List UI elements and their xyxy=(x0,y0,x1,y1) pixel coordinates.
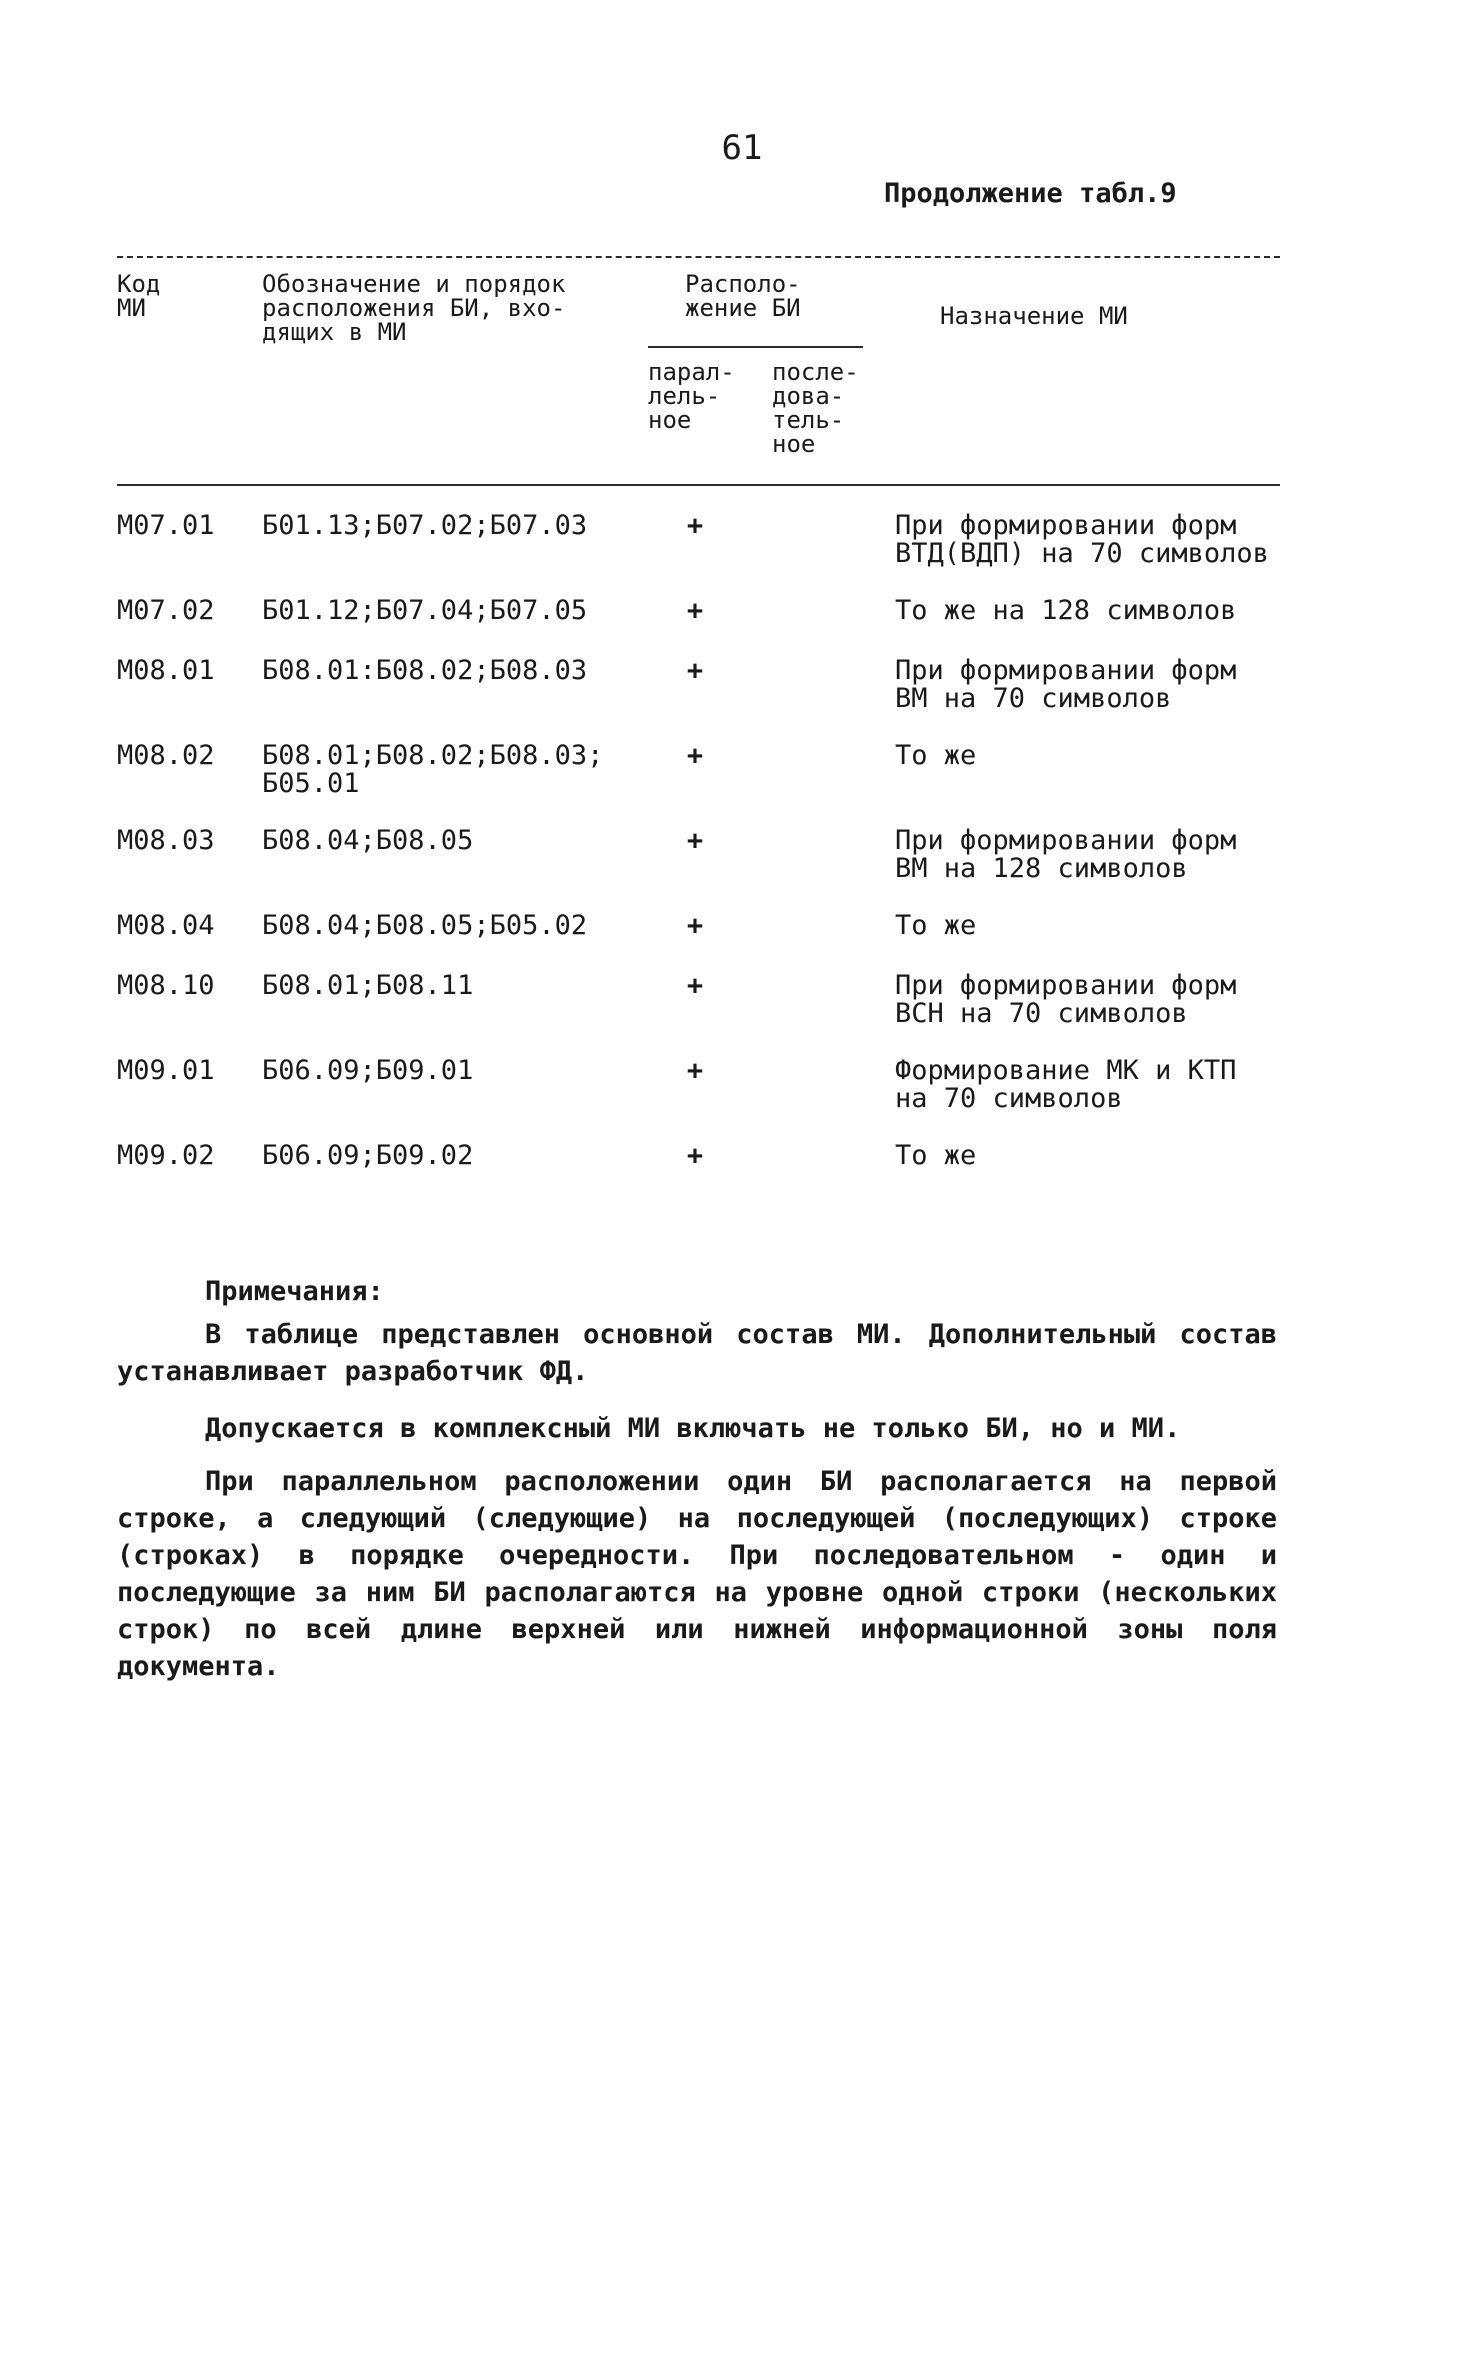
table-header-rule xyxy=(117,484,1280,486)
cell-parallel-mark: + xyxy=(686,510,704,541)
cell-purpose: При формировании форм ВМ на 128 символов xyxy=(895,825,1237,884)
cell-parallel-mark: + xyxy=(686,740,704,771)
cell-code: М09.01 xyxy=(117,1055,215,1086)
cell-code: М08.04 xyxy=(117,910,215,941)
cell-blocks: Б08.01;Б08.11 xyxy=(262,970,474,1001)
header-blocks: Обозначение и порядок расположения БИ, вхо- дящих в МИ xyxy=(262,270,566,346)
page-number: 61 xyxy=(721,128,763,168)
cell-blocks: Б08.01;Б08.02;Б08.03; Б05.01 xyxy=(262,740,604,799)
cell-blocks: Б01.13;Б07.02;Б07.03 xyxy=(262,510,588,541)
cell-purpose: Формирование МК и КТП на 70 символов xyxy=(895,1055,1237,1114)
cell-code: М08.03 xyxy=(117,825,215,856)
cell-parallel-mark: + xyxy=(686,655,704,686)
cell-parallel-mark: + xyxy=(686,825,704,856)
header-subrule xyxy=(648,346,863,348)
cell-blocks: Б01.12;Б07.04;Б07.05 xyxy=(262,595,588,626)
cell-blocks: Б06.09;Б09.02 xyxy=(262,1140,474,1171)
cell-blocks: Б08.04;Б08.05;Б05.02 xyxy=(262,910,588,941)
cell-code: М07.01 xyxy=(117,510,215,541)
cell-parallel-mark: + xyxy=(686,1140,704,1171)
header-parallel: парал- лель- ное xyxy=(648,358,735,434)
cell-code: М08.02 xyxy=(117,740,215,771)
cell-parallel-mark: + xyxy=(686,1055,704,1086)
cell-purpose: То же xyxy=(895,910,977,941)
cell-purpose: При формировании форм ВСН на 70 символов xyxy=(895,970,1237,1029)
cell-code: М08.01 xyxy=(117,655,215,686)
note-paragraph: При параллельном расположении один БИ располагается на первой строке, а следующий (следующие) на последующей (последующих) строке (строках) в порядке очередности. При последовательном - один и последующие за ним БИ располагаются на уровне одной строки (нескольких строк) по всей длине верхней или нижней информационной зоны поля документа. xyxy=(117,1466,1277,1682)
cell-purpose: При формировании форм ВТД(ВДП) на 70 символов xyxy=(895,510,1269,569)
cell-code: М08.10 xyxy=(117,970,215,1001)
cell-purpose: То же на 128 символов xyxy=(895,595,1237,626)
note-paragraph: В таблице представлен основной состав МИ. Дополнительный состав устанавливает разработчик ФД. xyxy=(117,1319,1277,1387)
cell-parallel-mark: + xyxy=(686,595,704,626)
header-placement: Располо- жение БИ xyxy=(685,270,801,322)
table-continuation-label: Продолжение табл.9 xyxy=(884,178,1177,209)
header-code: Код МИ xyxy=(117,270,161,322)
cell-parallel-mark: + xyxy=(686,970,704,1001)
header-sequential: после- дова- тель- ное xyxy=(772,358,859,458)
cell-code: М09.02 xyxy=(117,1140,215,1171)
header-purpose: Назначение МИ xyxy=(940,302,1128,330)
cell-blocks: Б08.01:Б08.02;Б08.03 xyxy=(262,655,588,686)
cell-purpose: При формировании форм ВМ на 70 символов xyxy=(895,655,1237,714)
cell-blocks: Б06.09;Б09.01 xyxy=(262,1055,474,1086)
cell-purpose: То же xyxy=(895,1140,977,1171)
table-top-rule xyxy=(117,256,1280,258)
cell-purpose: То же xyxy=(895,740,977,771)
notes-title: Примечания: xyxy=(205,1276,384,1307)
cell-blocks: Б08.04;Б08.05 xyxy=(262,825,474,856)
cell-code: М07.02 xyxy=(117,595,215,626)
note-paragraph: Допускается в комплексный МИ включать не только БИ, но и МИ. xyxy=(205,1413,1181,1444)
cell-parallel-mark: + xyxy=(686,910,704,941)
